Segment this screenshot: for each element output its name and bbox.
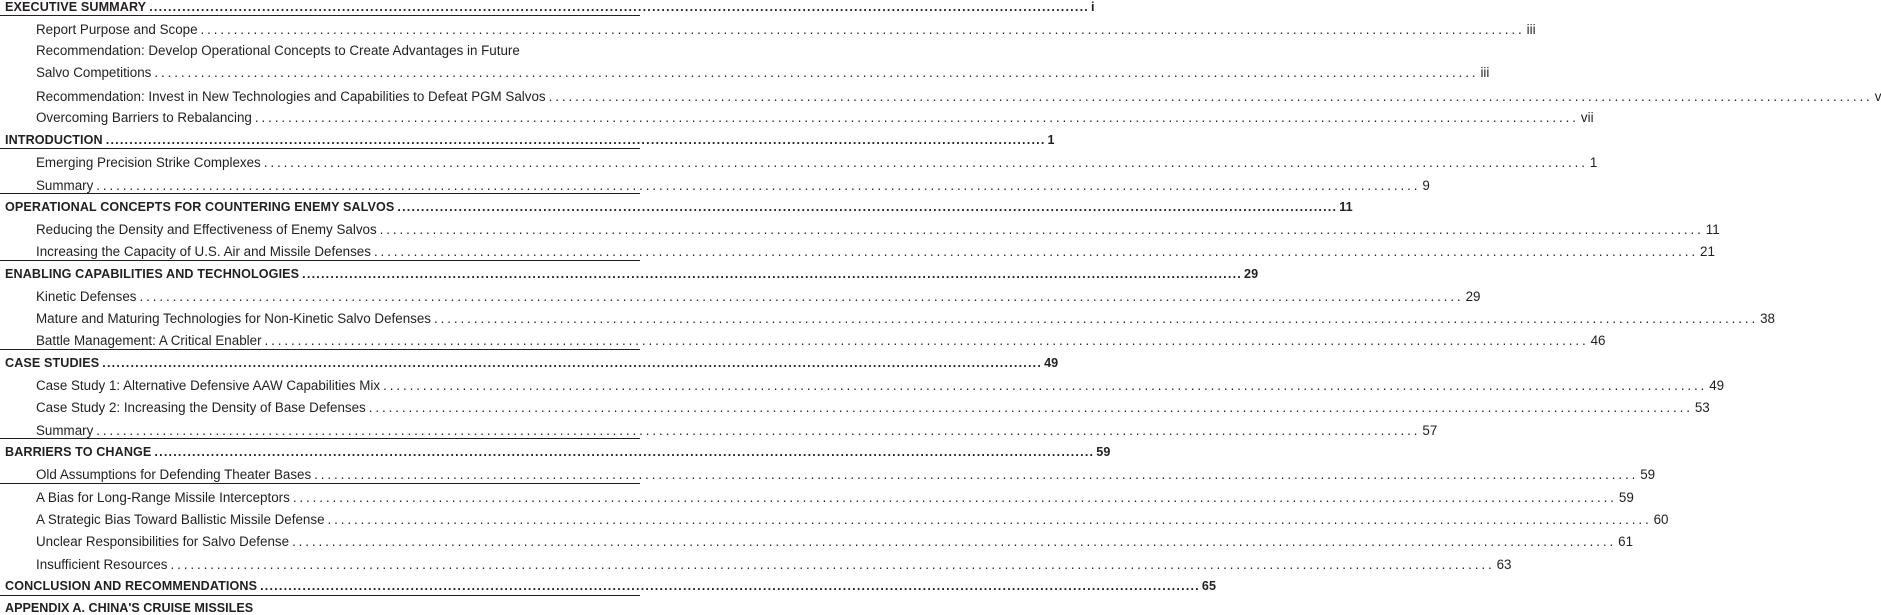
toc-entry-page-number: 63 <box>1496 557 1512 572</box>
toc-entry-title: CASE STUDIES <box>5 356 100 370</box>
section-divider <box>0 595 640 596</box>
toc-entry-page-number: 38 <box>1760 311 1775 326</box>
toc-entry-title: BARRIERS TO CHANGE <box>5 445 152 459</box>
toc-entry-title: Summary <box>36 423 94 438</box>
toc-entry-title: Emerging Precision Strike Complexes <box>36 155 261 170</box>
dot-leader: ........................................................................................................................................................................................................ <box>548 89 1873 104</box>
toc-entry-title: Overcoming Barriers to Rebalancing <box>36 110 252 125</box>
toc-section-entry[interactable] <box>5 356 1059 370</box>
toc-subsection-entry[interactable] <box>36 557 1512 572</box>
section-divider <box>0 260 640 261</box>
dot-leader: ........................................................................................................................................................................................................ <box>154 65 1479 80</box>
dot-leader: ........................................................................................................................................................................................................ <box>397 200 1338 214</box>
toc-entry-page-number: i <box>1090 0 1095 14</box>
toc-entry-page-number: 49 <box>1044 356 1059 370</box>
toc-entry-title: Old Assumptions for Defending Theater Bases <box>36 467 312 482</box>
toc-section-entry[interactable] <box>5 579 1217 593</box>
toc-entry-page-number: 59 <box>1640 467 1656 482</box>
dot-leader: ........................................................................................................................................................................................................ <box>200 22 1525 37</box>
toc-entry-page-number: 29 <box>1243 267 1259 281</box>
dot-leader: ........................................................................................................................................................................................................ <box>102 356 1043 370</box>
dot-leader: ........................................................................................................................................................................................................ <box>263 155 1588 170</box>
toc-entry-title: Recommendation: Develop Operational Concepts to Create Advantages in Future <box>36 43 520 58</box>
toc-entry-title: Case Study 2: Increasing the Density of Base Defenses <box>36 400 366 415</box>
toc-entry-page-number: 1 <box>1589 155 1598 170</box>
toc-entry-title: Kinetic Defenses <box>36 289 137 304</box>
toc-section-entry[interactable] <box>5 267 1259 281</box>
toc-subsection-entry[interactable] <box>36 65 1490 80</box>
toc-entry-title: Increasing the Capacity of U.S. Air and Missile Defenses <box>36 244 371 259</box>
dot-leader: ........................................................................................................................................................................................................ <box>373 244 1699 259</box>
toc-subsection-entry[interactable] <box>36 289 1481 304</box>
toc-section-entry[interactable] <box>5 445 1111 459</box>
toc-entry-title: Insufficient Resources <box>36 557 168 572</box>
toc-subsection-entry[interactable] <box>36 178 1430 193</box>
toc-subsection-entry[interactable] <box>36 534 1634 549</box>
cut-off-toc-entry: APPENDIX A. CHINA'S CRUISE MISSILES <box>5 601 254 615</box>
toc-subsection-entry[interactable] <box>36 110 1594 125</box>
toc-entry-title: Salvo Competitions <box>36 65 152 80</box>
toc-entry-title: Summary <box>36 178 94 193</box>
dot-leader: ........................................................................................................................................................................................................ <box>264 333 1589 348</box>
dot-leader: ........................................................................................................................................................................................................ <box>379 222 1704 237</box>
toc-entry-page-number: 57 <box>1422 423 1438 438</box>
dot-leader: ........................................................................................................................................................................................................ <box>383 378 1708 393</box>
toc-section-entry[interactable] <box>5 133 1055 147</box>
toc-entry-page-number: 21 <box>1700 244 1715 259</box>
toc-entry-page-number: 11 <box>1705 222 1720 237</box>
dot-leader: ........................................................................................................................................................................................................ <box>314 467 1639 482</box>
toc-subsection-entry[interactable] <box>36 467 1656 482</box>
dot-leader: ........................................................................................................................................................................................................ <box>292 534 1617 549</box>
section-divider <box>0 148 640 149</box>
toc-subsection-entry[interactable] <box>36 333 1606 348</box>
dot-leader: ........................................................................................................................................................................................................ <box>254 110 1579 125</box>
dot-leader: ........................................................................................................................................................................................................ <box>260 579 1200 593</box>
dot-leader: ........................................................................................................................................................................................................ <box>327 512 1652 527</box>
dot-leader: ........................................................................................................................................................................................................ <box>149 0 1089 14</box>
toc-entry-title: INTRODUCTION <box>5 133 103 147</box>
toc-entry-page-number: 61 <box>1618 534 1634 549</box>
toc-entry-page-number: 1 <box>1047 133 1055 147</box>
toc-entry-page-number: 59 <box>1618 490 1634 505</box>
toc-subsection-entry[interactable] <box>36 378 1725 393</box>
toc-subsection-entry[interactable] <box>36 244 1715 259</box>
toc-entry-page-number: vii <box>1580 110 1594 125</box>
toc-section-entry[interactable] <box>5 0 1095 14</box>
toc-entry-title: Reducing the Density and Effectiveness of Enemy Salvos <box>36 222 377 237</box>
section-divider <box>0 193 640 194</box>
dot-leader: ........................................................................................................................................................................................................ <box>368 400 1693 415</box>
toc-entry-page-number: v <box>1874 89 1881 104</box>
toc-entry-title: Case Study 1: Alternative Defensive AAW Capabilities Mix <box>36 378 381 393</box>
dot-leader: ........................................................................................................................................................................................................ <box>434 311 1759 326</box>
toc-entry-page-number: iii <box>1480 65 1490 80</box>
toc-entry-page-number: 65 <box>1201 579 1217 593</box>
toc-entry-page-number: 46 <box>1590 333 1606 348</box>
dot-leader: ........................................................................................................................................................................................................ <box>105 133 1046 147</box>
section-divider <box>0 15 640 16</box>
toc-entry-title: Mature and Maturing Technologies for Non-Kinetic Salvo Defenses <box>36 311 431 326</box>
toc-subsection-entry[interactable] <box>36 512 1669 527</box>
toc-entry-title: Battle Management: A Critical Enabler <box>36 333 262 348</box>
toc-entry-title: A Strategic Bias Toward Ballistic Missile Defense <box>36 512 325 527</box>
toc-entry-page-number: 9 <box>1422 178 1430 193</box>
dot-leader: ........................................................................................................................................................................................................ <box>139 289 1464 304</box>
toc-entry-title: Report Purpose and Scope <box>36 22 198 37</box>
dot-leader: ........................................................................................................................................................................................................ <box>292 490 1617 505</box>
toc-subsection-entry[interactable] <box>36 155 1598 170</box>
toc-entry-page-number: 59 <box>1096 445 1111 459</box>
toc-entry-title: Recommendation: Invest in New Technologies and Capabilities to Defeat PGM Salvos <box>36 89 546 104</box>
toc-entry-page-number: 49 <box>1709 378 1725 393</box>
toc-subsection-entry[interactable] <box>36 423 1438 438</box>
toc-entry-page-number: iii <box>1526 22 1536 37</box>
toc-entry-title: CONCLUSION AND RECOMMENDATIONS <box>5 579 258 593</box>
dot-leader: ........................................................................................................................................................................................................ <box>154 445 1095 459</box>
toc-subsection-entry[interactable] <box>36 222 1720 237</box>
toc-entry-page-number: 60 <box>1653 512 1669 527</box>
toc-subsection-entry[interactable] <box>36 311 1775 326</box>
toc-entry-title: OPERATIONAL CONCEPTS FOR COUNTERING ENEMY SALVOS <box>5 200 395 214</box>
dot-leader: ........................................................................................................................................................................................................ <box>96 178 1421 193</box>
toc-entry-title: EXECUTIVE SUMMARY <box>5 0 147 14</box>
toc-subsection-entry[interactable] <box>36 43 632 58</box>
toc-entry-page-number: 11 <box>1339 200 1353 214</box>
dot-leader: ........................................................................................................................................................................................................ <box>96 423 1421 438</box>
dot-leader: ........................................................................................................................................................................................................ <box>302 267 1242 281</box>
dot-leader: ........................................................................................................................................................................................................ <box>170 557 1495 572</box>
toc-subsection-entry[interactable] <box>36 400 1710 415</box>
toc-entry-page-number: 53 <box>1694 400 1710 415</box>
section-divider <box>0 483 640 484</box>
toc-section-entry[interactable] <box>5 200 1353 214</box>
toc-subsection-entry[interactable] <box>36 22 1536 37</box>
toc-entry-title: Unclear Responsibilities for Salvo Defense <box>36 534 290 549</box>
section-divider <box>0 349 640 350</box>
toc-entry-title: ENABLING CAPABILITIES AND TECHNOLOGIES <box>5 267 300 281</box>
toc-entry-page-number: 29 <box>1465 289 1481 304</box>
toc-subsection-entry[interactable] <box>36 89 1881 104</box>
section-divider <box>0 438 640 439</box>
toc-subsection-entry[interactable] <box>36 490 1634 505</box>
toc-entry-title: A Bias for Long-Range Missile Interceptors <box>36 490 290 505</box>
